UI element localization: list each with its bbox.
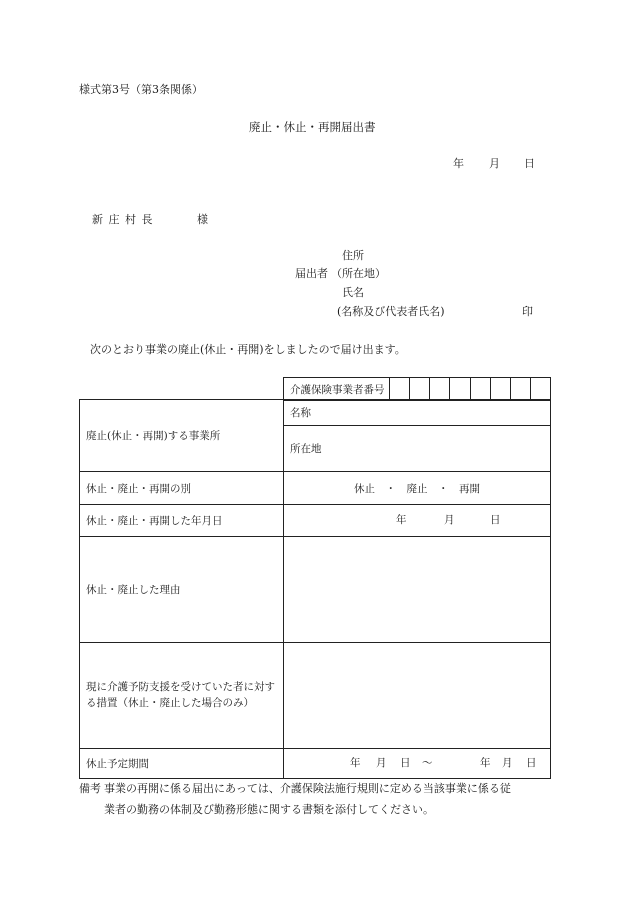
period-field[interactable] <box>284 749 551 779</box>
type-label: 休止・廃止・再開の別 <box>80 472 284 505</box>
period-to-year: 年 <box>480 757 491 769</box>
addressee-name: 新 庄 村 長 <box>92 213 154 226</box>
period-from-month: 月 <box>376 757 387 769</box>
business-number-box[interactable] <box>390 378 410 401</box>
period-label: 休止予定期間 <box>80 749 284 779</box>
representative-label: (名称及び代表者氏名) <box>337 305 445 318</box>
location-label: （所在地） <box>331 267 386 280</box>
date-label: 休止・廃止・再開した年月日 <box>80 505 284 537</box>
name-label: 氏名 <box>342 286 364 299</box>
business-number-box[interactable] <box>530 378 550 401</box>
business-number-table <box>283 377 551 401</box>
date-day-label: 日 <box>524 157 535 170</box>
period-to-month: 月 <box>502 757 513 769</box>
notes-label: 備考 <box>79 782 101 795</box>
date-field-month: 月 <box>444 514 455 526</box>
measures-label: 現に介護予防支援を受けていた者に対する措置（休止・廃止した場合のみ） <box>80 643 284 749</box>
date-field[interactable] <box>284 505 551 537</box>
date-year-label: 年 <box>453 157 464 170</box>
business-number-label: 介護保険事業者番号 <box>284 378 390 401</box>
form-number: 様式第3号（第3条関係） <box>79 83 203 96</box>
establishment-location-field[interactable]: 所在地 <box>284 426 551 472</box>
establishment-label: 廃止(休止・再開)する事業所 <box>80 400 284 472</box>
date-field-day: 日 <box>490 514 501 526</box>
applicant-label: 届出者 <box>295 267 328 280</box>
period-from-day: 日 <box>400 757 411 769</box>
period-from-year: 年 <box>350 757 361 769</box>
notes-line-2: 業者の勤務の体制及び勤務形態に関する書類を添付してください。 <box>104 803 434 816</box>
reason-field[interactable] <box>284 537 551 643</box>
address-label: 住所 <box>342 249 364 262</box>
period-separator: ～ <box>422 757 433 769</box>
type-options[interactable]: 休止 ・ 廃止 ・ 再開 <box>284 472 551 505</box>
business-number-box[interactable] <box>470 378 490 401</box>
business-number-box[interactable] <box>450 378 470 401</box>
date-month-label: 月 <box>489 157 500 170</box>
page-title: 廃止・休止・再開届出書 <box>249 120 376 134</box>
seal-mark: 印 <box>522 305 533 318</box>
establishment-name-field[interactable]: 名称 <box>284 400 551 426</box>
notes-line-1: 事業の再開に係る届出にあっては、介護保険法施行規則に定める当該事業に係る従 <box>104 782 511 795</box>
period-to-day: 日 <box>526 757 537 769</box>
date-field-year: 年 <box>396 514 407 526</box>
business-number-box[interactable] <box>490 378 510 401</box>
measures-field[interactable] <box>284 643 551 749</box>
business-number-box[interactable] <box>410 378 430 401</box>
business-number-box[interactable] <box>510 378 530 401</box>
business-number-box[interactable] <box>430 378 450 401</box>
reason-label: 休止・廃止した理由 <box>80 537 284 643</box>
addressee-honorific: 様 <box>197 213 208 226</box>
notification-table <box>79 399 551 779</box>
intro-text: 次のとおり事業の廃止(休止・再開)をしましたので届け出ます。 <box>90 343 406 356</box>
